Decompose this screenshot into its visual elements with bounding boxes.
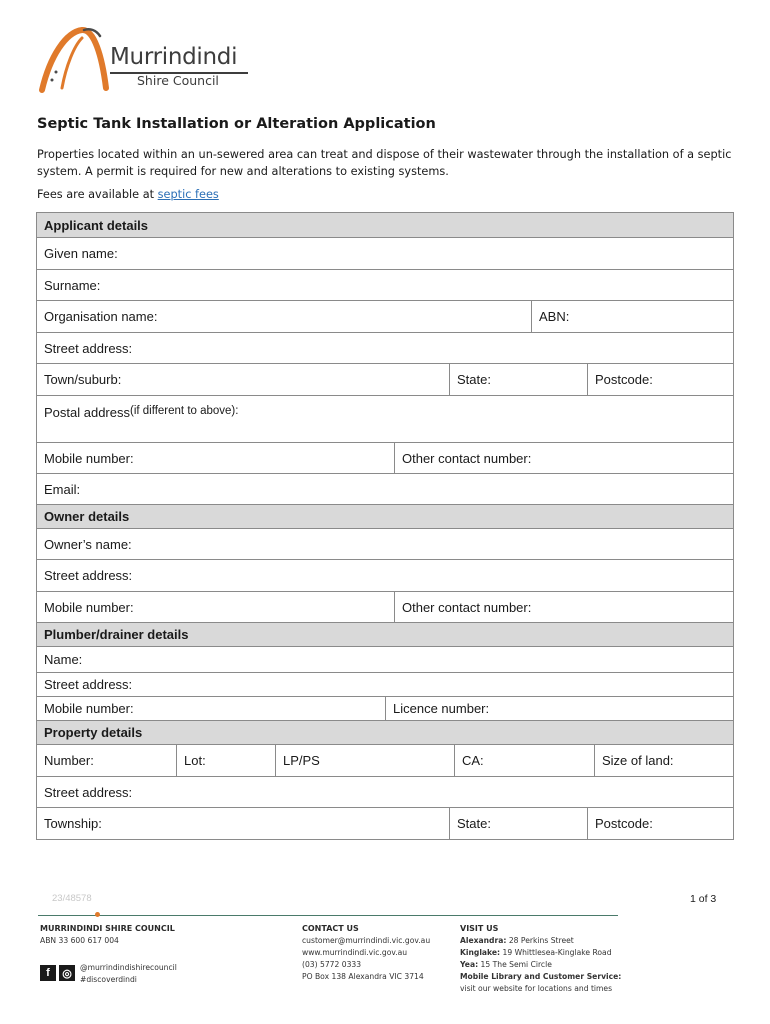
footer-website[interactable]: www.murrindindi.vic.gov.au — [302, 948, 408, 957]
footer-contact-column — [302, 923, 430, 983]
plumber-mobile-field[interactable]: Mobile number: — [44, 701, 134, 716]
footer-alexandra — [460, 935, 621, 947]
footer-po-box: PO Box 138 Alexandra VIC 3714 — [302, 972, 424, 981]
application-form — [36, 212, 734, 840]
alexandra-label: Alexandra: — [460, 936, 507, 945]
owner-section-header — [37, 504, 733, 528]
footer-social-handle: @murrindindishirecouncil — [80, 963, 177, 972]
intro-paragraph: Properties located within an un-sewered area can treat and dispose of their wastewater through the installation of a septic system. A permit is required for new and alterations to existing systems. — [37, 148, 732, 178]
logo-org-sub: Shire Council — [137, 73, 219, 88]
applicant-postcode-field[interactable]: Postcode: — [587, 364, 733, 395]
plumber-heading: Plumber/drainer details — [44, 627, 189, 642]
footer-contact-heading: CONTACT US — [302, 924, 359, 933]
footer-council-name: MURRINDINDI SHIRE COUNCIL — [40, 924, 175, 933]
applicant-street-row — [37, 332, 733, 363]
footer-divider — [38, 915, 618, 916]
applicant-organisation-field[interactable]: Organisation name: — [44, 309, 158, 324]
property-street-row — [37, 776, 733, 807]
applicant-postal-field[interactable] — [37, 396, 733, 442]
footer-kinglake — [460, 947, 621, 959]
property-township-field[interactable]: Township: — [44, 816, 102, 831]
property-section-header — [37, 720, 733, 744]
applicant-given-name-field[interactable]: Given name: — [44, 246, 118, 261]
yea-address: 15 The Semi Circle — [478, 960, 552, 969]
fees-prefix: Fees are available at — [37, 188, 158, 201]
applicant-other-contact-field[interactable]: Other contact number: — [394, 443, 733, 473]
postal-note: (if different to above): — [130, 405, 239, 417]
document-title: Septic Tank Installation or Alteration Application — [37, 116, 436, 132]
applicant-mobile-row — [37, 442, 733, 473]
applicant-heading: Applicant details — [44, 217, 149, 233]
plumber-street-field[interactable]: Street address: — [44, 677, 133, 692]
yea-label: Yea: — [460, 960, 479, 969]
applicant-given-name-row — [37, 237, 733, 269]
plumber-licence-field[interactable]: Licence number: — [385, 697, 733, 720]
footer-abn: ABN 33 600 617 004 — [40, 936, 119, 945]
applicant-abn-field[interactable]: ABN: — [531, 301, 733, 332]
postal-label: Postal address — [44, 405, 130, 420]
mobile-library-label: Mobile Library and Customer Service: — [460, 972, 622, 981]
applicant-email-field[interactable]: Email: — [44, 481, 81, 497]
plumber-section-header — [37, 622, 733, 646]
kinglake-address: 19 Whittlesea-Kinglake Road — [500, 948, 612, 957]
applicant-organisation-row — [37, 300, 733, 332]
property-lot-field[interactable]: Lot: — [176, 745, 275, 776]
owner-street-row — [37, 559, 733, 591]
owner-heading: Owner details — [44, 509, 130, 524]
property-township-row — [37, 807, 733, 839]
fees-line — [37, 188, 219, 201]
applicant-town-field[interactable]: Town/suburb: — [44, 372, 122, 387]
footer-council-column — [40, 923, 175, 947]
applicant-mobile-field[interactable]: Mobile number: — [44, 450, 134, 466]
septic-fees-link[interactable]: septic fees — [157, 188, 219, 201]
property-state-field[interactable]: State: — [449, 808, 587, 839]
applicant-postal-row — [37, 395, 733, 442]
facebook-icon[interactable]: f — [40, 965, 56, 981]
owner-other-contact-field[interactable]: Other contact number: — [394, 592, 733, 622]
social-icons — [40, 965, 75, 981]
logo-org-name: Murrindindi — [110, 44, 238, 70]
owner-name-row — [37, 528, 733, 559]
property-postcode-field[interactable]: Postcode: — [587, 808, 733, 839]
applicant-surname-row — [37, 269, 733, 300]
footer-accent-dot — [95, 912, 100, 917]
footer-visit-heading: VISIT US — [460, 924, 499, 933]
footer-phone: (03) 5772 0333 — [302, 960, 362, 969]
property-lot-row — [37, 744, 733, 776]
footer-social-tag: #discoverdindi — [80, 975, 137, 984]
applicant-section-header — [37, 213, 733, 237]
document-reference: 23/48578 — [52, 893, 92, 904]
instagram-icon[interactable]: ◎ — [59, 965, 75, 981]
owner-mobile-field[interactable]: Mobile number: — [44, 599, 134, 615]
footer-email[interactable]: customer@murrindindi.vic.gov.au — [302, 936, 431, 945]
alexandra-address: 28 Perkins Street — [506, 936, 574, 945]
owner-mobile-row — [37, 591, 733, 622]
owner-street-field[interactable]: Street address: — [44, 568, 133, 583]
owner-name-field[interactable]: Owner’s name: — [44, 536, 132, 552]
property-number-field[interactable]: Number: — [44, 753, 94, 768]
mobile-library-text: visit our website for locations and times — [460, 984, 613, 993]
property-ca-field[interactable]: CA: — [454, 745, 594, 776]
applicant-street-field[interactable]: Street address: — [44, 340, 133, 356]
property-heading: Property details — [44, 725, 143, 740]
applicant-town-row — [37, 363, 733, 395]
kinglake-label: Kinglake: — [460, 948, 501, 957]
footer-social-text — [80, 962, 177, 986]
footer-yea — [460, 959, 621, 971]
applicant-state-field[interactable]: State: — [449, 364, 587, 395]
page-number: 1 of 3 — [690, 893, 717, 905]
property-size-field[interactable]: Size of land: — [594, 745, 733, 776]
plumber-name-row — [37, 646, 733, 672]
plumber-name-field[interactable]: Name: — [44, 652, 83, 667]
footer-visit-column — [460, 923, 621, 995]
property-street-field[interactable]: Street address: — [44, 784, 133, 800]
property-lpps-field[interactable]: LP/PS — [275, 745, 454, 776]
applicant-email-row — [37, 473, 733, 504]
plumber-street-row — [37, 672, 733, 696]
applicant-surname-field[interactable]: Surname: — [44, 277, 101, 293]
plumber-mobile-row — [37, 696, 733, 720]
